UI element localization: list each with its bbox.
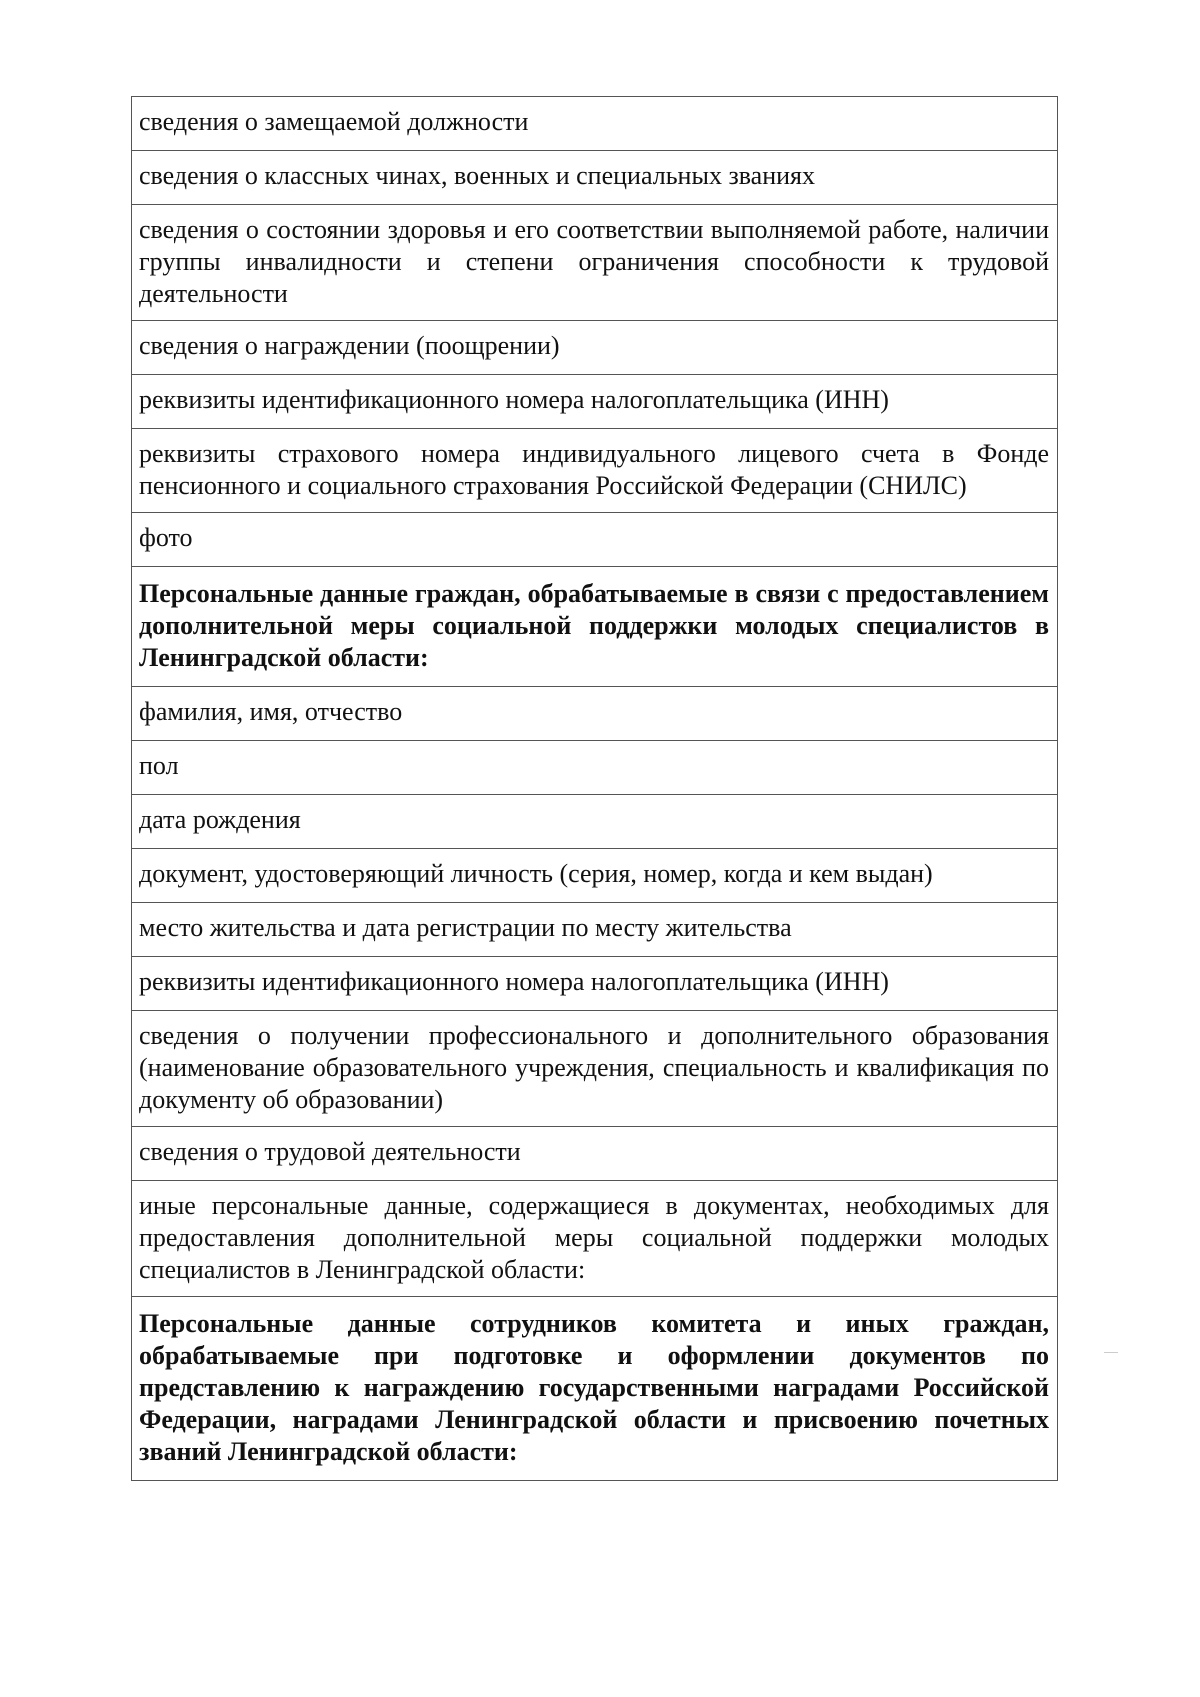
table-row: фамилия, имя, отчество: [132, 687, 1057, 741]
personal-data-table: [131, 96, 1058, 1481]
table-row: реквизиты страхового номера индивидуального лицевого счета в Фонде пенсионного и социального страхования Российской Федерации (СНИЛС): [132, 429, 1057, 513]
table-row: документ, удостоверяющий личность (серия, номер, когда и кем выдан): [132, 849, 1057, 903]
table-row: фото: [132, 513, 1057, 567]
section-heading-row: Персональные данные сотрудников комитета и иных граждан, обрабатываемые при подготовке и оформлении документов по представлению к награждению государственными наградами Российской Федерации, наградами Ленинградской области и присвоению почетных званий Ленинградской области:: [132, 1297, 1057, 1481]
table-row: сведения о получении профессионального и дополнительного образования (наименование образовательного учреждения, специальность и квалификация по документу об образовании): [132, 1011, 1057, 1127]
table-row: пол: [132, 741, 1057, 795]
section-heading-row: Персональные данные граждан, обрабатываемые в связи с предоставлением дополнительной меры социальной поддержки молодых специалистов в Ленинградской области:: [132, 567, 1057, 687]
table-row: сведения о замещаемой должности: [132, 97, 1057, 151]
table-row: реквизиты идентификационного номера налогоплательщика (ИНН): [132, 957, 1057, 1011]
table-row: место жительства и дата регистрации по месту жительства: [132, 903, 1057, 957]
table-row: сведения о награждении (поощрении): [132, 321, 1057, 375]
table-row: реквизиты идентификационного номера налогоплательщика (ИНН): [132, 375, 1057, 429]
table-row: сведения о состоянии здоровья и его соответствии выполняемой работе, наличии группы инвалидности и степени ограничения способности к трудовой деятельности: [132, 205, 1057, 321]
table-row: иные персональные данные, содержащиеся в документах, необходимых для предоставления дополнительной меры социальной поддержки молодых специалистов в Ленинградской области:: [132, 1181, 1057, 1297]
table-row: сведения о классных чинах, военных и специальных званиях: [132, 151, 1057, 205]
scan-mark: [1104, 1352, 1118, 1353]
table-row: дата рождения: [132, 795, 1057, 849]
table-row: сведения о трудовой деятельности: [132, 1127, 1057, 1181]
